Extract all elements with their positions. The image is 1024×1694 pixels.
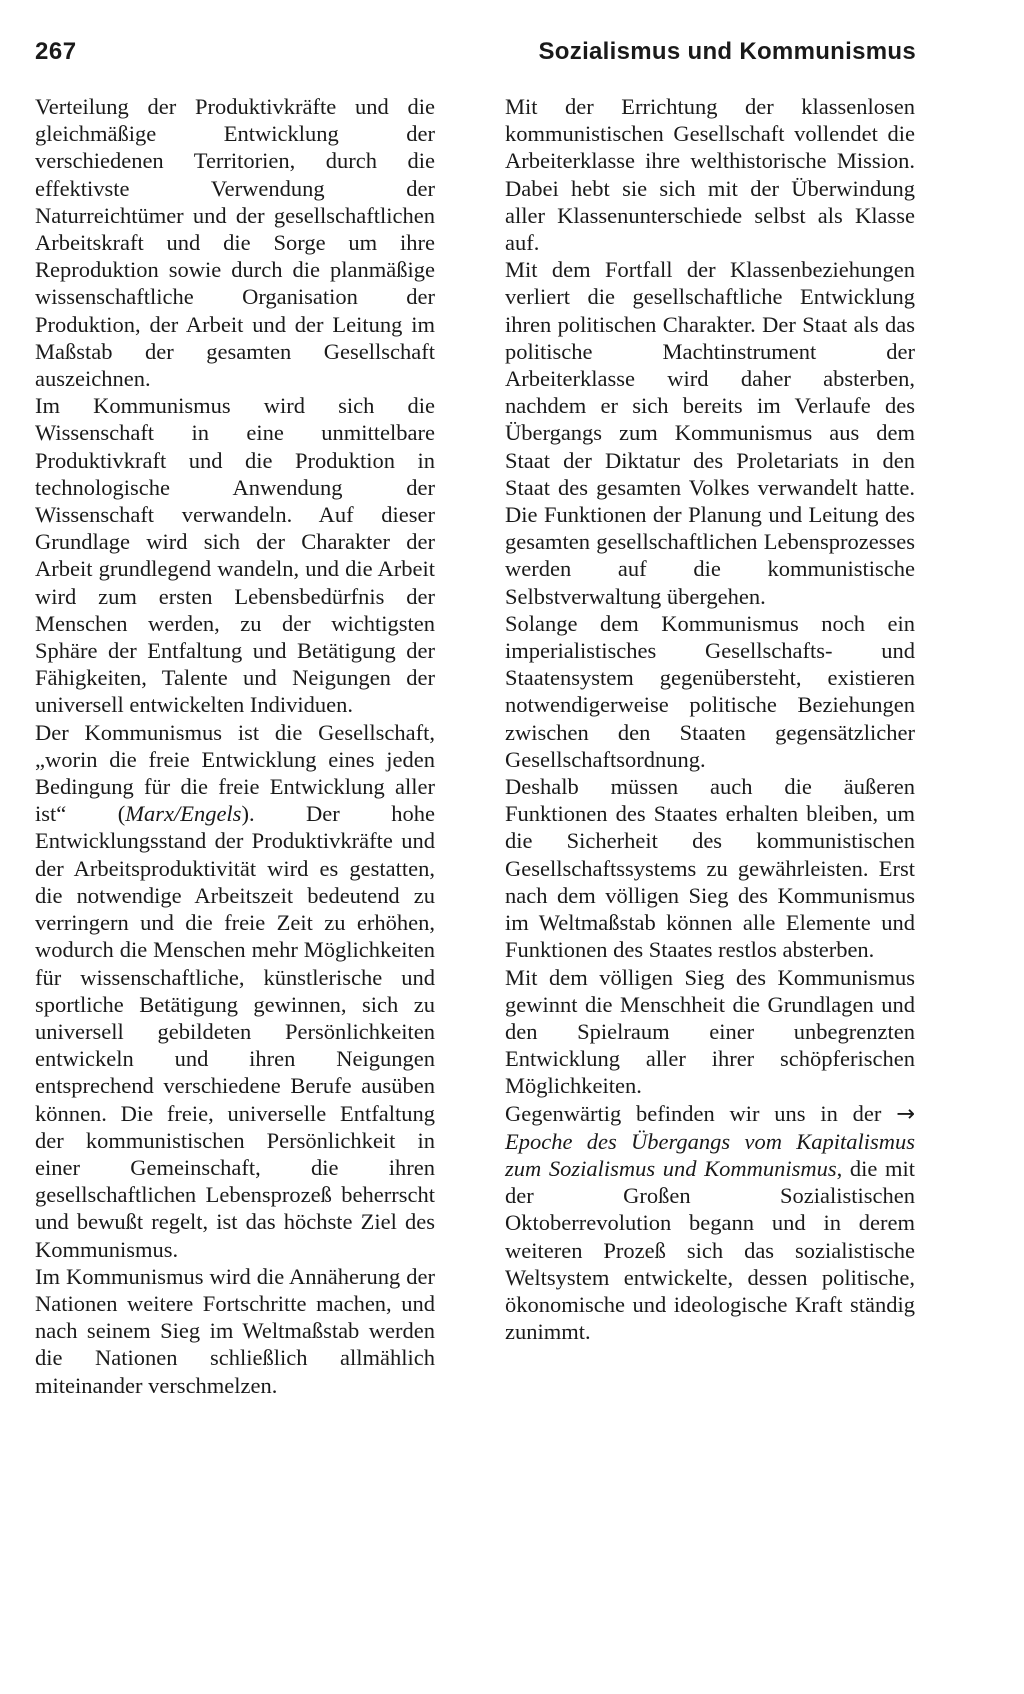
paragraph: Verteilung der Produktivkräfte und die gleichmäßige Entwicklung der verschiedenen Territorien, durch die effektivste Verwendung der Naturreichtümer und der gesellschaftlichen Arbeitskraft und die Sorge um ihre Reproduktion sowie durch die planmäßige wissenschaftliche Organisation der Produktion, der Arbeit und der Leitung im Maßstab der gesamten Gesellschaft auszeichnen. [35, 94, 435, 392]
paragraph: Deshalb müssen auch die äußeren Funktionen des Staates erhalten bleiben, um die Sicherheit des kommunistischen Gesellschaftssystems zu gewährleisten. Erst nach dem völligen Sieg des Kommunismus im Weltmaßstab können alle Elemente und Funktionen des Staates restlos absterben. [505, 774, 915, 963]
paragraph-text: , die mit der Großen Sozialistischen Oktoberrevolution begann und in derem weiteren Prozeß sich das sozialistische Weltsystem entwickelte, dessen politische, ökonomische und ideologische Kraft ständig zunimmt. [505, 1155, 915, 1345]
paragraph-text: ). Der hohe Entwicklungsstand der Produktivkräfte und der Arbeitsproduktivität wird es gestatten, die notwendige Arbeitszeit bedeutend zu verringern und die freie Zeit zu erhöhen, wodurch die Menschen mehr Möglichkeiten für wissenschaftliche, künstlerische und sportliche Betätigung gewinnen, sich zu universell gebildeten Persönlichkeiten entwickeln und ihren Neigungen entsprechend verschiedene Berufe ausüben können. Die freie, universelle Entfaltung der kommunistischen Persönlichkeit in einer Gemeinschaft, die ihren gesellschaftlichen Lebensprozeß beherrscht und bewußt regelt, ist das höchste Ziel des Kommunismus. [35, 801, 435, 1262]
paragraph-text: Gegenwärtig befinden wir uns in der [505, 1100, 882, 1126]
cross-reference-arrow-icon: → [896, 1100, 916, 1127]
paragraph [505, 1100, 915, 1346]
paragraph [35, 719, 435, 1263]
paragraph: Mit dem völligen Sieg des Kommunismus gewinnt die Menschheit die Grundlagen und den Spielraum einer unbegrenzten Entwicklung aller ihrer schöpferischen Möglichkeiten. [505, 964, 915, 1099]
paragraph: Mit dem Fortfall der Klassenbeziehungen verliert die gesellschaftliche Entwicklung ihren politischen Charakter. Der Staat als das politische Machtinstrument der Arbeiterklasse wird daher absterben, nachdem er sich bereits im Verlaufe des Übergangs zum Kommunismus aus dem Staat der Diktatur des Proletariats in den Staat des gesamten Volkes verwandelt hatte. Die Funktionen der Planung und Leitung des gesamten gesellschaftlichen Lebensprozesses werden auf die kommunistische Selbstverwaltung übergehen. [505, 257, 915, 609]
paragraph: Im Kommunismus wird sich die Wissenschaft in eine unmittelbare Produktivkraft und die Produktion in technologische Anwendung der Wissenschaft verwandeln. Auf dieser Grundlage wird sich der Charakter der Arbeit grundlegend wandeln, und die Arbeit wird zum ersten Lebensbedürfnis der Menschen werden, zu der wichtigsten Sphäre der Entfaltung und Betätigung der Fähigkeiten, Talente und Neigungen der universell entwickelten Individuen. [35, 393, 435, 718]
paragraph: Solange dem Kommunismus noch ein imperialistisches Gesellschafts- und Staatensystem gegenübersteht, existieren notwendigerweise politische Beziehungen zwischen den Staaten gegensätzlicher Gesellschaftsordnung. [505, 610, 915, 772]
page-number: 267 [35, 38, 77, 65]
paragraph: Mit der Errichtung der klassenlosen kommunistischen Gesellschaft vollendet die Arbeiterklasse ihre welthistorische Mission. Dabei hebt sie sich mit der Überwindung aller Klassenunterschiede selbst als Klasse auf. [505, 94, 915, 256]
paragraph: Im Kommunismus wird die Annäherung der Nationen weitere Fortschritte machen, und nach seinem Sieg im Weltmaßstab werden die Nationen schließlich allmählich miteinander verschmelzen. [35, 1263, 435, 1398]
citation: Marx/Engels [125, 801, 242, 827]
right-column [505, 93, 915, 1345]
paragraph-text: Der Kommunismus ist die Gesellschaft, „worin die freie Entwicklung eines jeden Bedingung für die freie Entwicklung aller ist“ ( [35, 719, 435, 827]
cross-reference-link[interactable]: Epoche des Übergangs vom Kapitalismus zum Sozialismus und Kommunismus [505, 1128, 915, 1181]
running-title: Sozialismus und Kommunismus [538, 38, 916, 65]
left-column [35, 93, 435, 1399]
